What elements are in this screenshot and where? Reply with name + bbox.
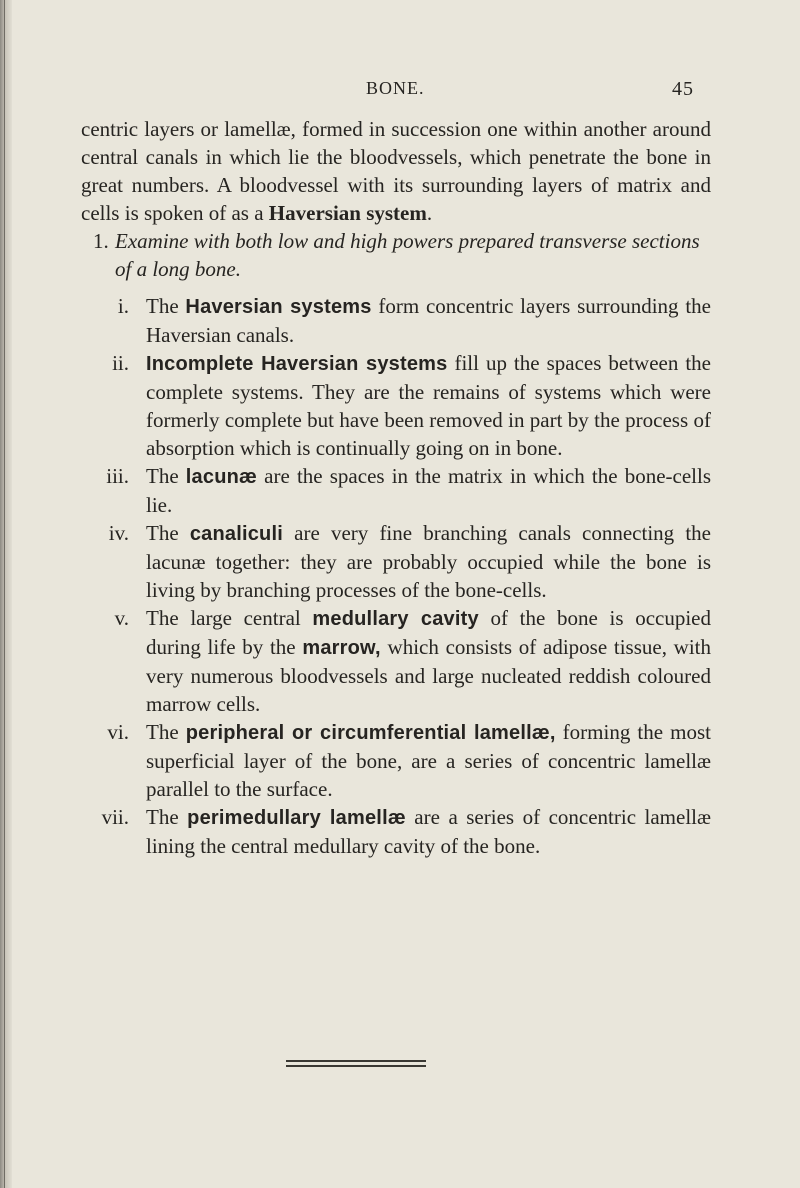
item-term: Incomplete Haversian systems bbox=[146, 353, 448, 375]
page-body bbox=[81, 115, 711, 860]
running-head bbox=[0, 78, 800, 102]
exercise-instruction bbox=[81, 227, 711, 283]
binding-line bbox=[4, 0, 5, 1188]
list-item bbox=[81, 349, 711, 462]
page-binding-edge bbox=[0, 0, 12, 1188]
item-text: forming the most superficial layer of the bone, are a series of concentric lamellæ parallel to the surface. bbox=[146, 720, 711, 801]
item-numeral: vi. bbox=[107, 720, 129, 744]
item-text: The bbox=[146, 805, 188, 829]
item-term: Haversian systems bbox=[185, 296, 372, 318]
end-of-section-rule bbox=[286, 1060, 426, 1070]
item-numeral: vii. bbox=[101, 805, 129, 829]
item-text: fill up the spaces between the complete systems. They are the remains of systems which were formerly complete but have been removed in part by the process of absorption which is continually going on in bone. bbox=[146, 351, 711, 460]
item-text: which consists of adipose tissue, with very numerous bloodvessels and large nucleated reddish coloured marrow cells. bbox=[146, 635, 712, 716]
item-term-secondary: marrow, bbox=[302, 637, 381, 659]
item-text: of the bone is occupied during life by the bbox=[146, 606, 711, 659]
list-item bbox=[81, 292, 711, 349]
exercise-number: 1. bbox=[93, 229, 109, 253]
item-text: are very fine branching canals connecting the lacunæ together: they are probably occupied while the bone is living by branching processes of the bone-cells. bbox=[146, 521, 711, 602]
list-item bbox=[81, 519, 711, 604]
item-term: lacunæ bbox=[185, 466, 258, 488]
running-title: BONE. bbox=[366, 78, 425, 98]
item-list bbox=[81, 292, 711, 860]
list-item bbox=[81, 462, 711, 519]
item-text: are a series of concentric lamellæ lining the central medullary cavity of the bone. bbox=[146, 805, 711, 858]
item-term: medullary cavity bbox=[312, 608, 479, 630]
rule-line bbox=[286, 1060, 426, 1062]
item-text: The bbox=[146, 294, 186, 318]
item-term: peripheral or circumferential lamellæ, bbox=[185, 722, 556, 744]
item-numeral: v. bbox=[114, 606, 129, 630]
lead-paragraph bbox=[81, 115, 711, 227]
item-text: The large central bbox=[146, 606, 313, 630]
rule-line bbox=[286, 1065, 426, 1067]
item-numeral: ii. bbox=[112, 351, 129, 375]
exercise-text: Examine with both low and high powers prepared transverse sections of a long bone. bbox=[115, 229, 700, 281]
item-numeral: iii. bbox=[106, 464, 129, 488]
item-text: form concentric layers surrounding the Haversian canals. bbox=[146, 294, 711, 347]
lead-term: Haversian system bbox=[268, 201, 427, 225]
item-term: perimedullary lamellæ bbox=[187, 807, 406, 829]
lead-end: . bbox=[426, 201, 433, 225]
item-text: The bbox=[146, 521, 190, 545]
lead-text: centric layers or lamellæ, formed in succession one within another around central canals in which lie the bloodvessels, which penetrate the bone in great numbers. A bloodvessel with its surrounding layers of matrix and cells is spoken of as a bbox=[81, 117, 711, 225]
item-numeral: iv. bbox=[108, 521, 129, 545]
list-item bbox=[81, 604, 711, 718]
item-text: The bbox=[146, 464, 186, 488]
item-text: The bbox=[146, 720, 186, 744]
list-item bbox=[81, 803, 711, 860]
item-numeral: i. bbox=[117, 294, 129, 318]
page-number: 45 bbox=[672, 78, 694, 100]
list-item bbox=[81, 718, 711, 803]
item-text: are the spaces in the matrix in which the bone-cells lie. bbox=[146, 464, 711, 517]
item-term: canaliculi bbox=[189, 523, 283, 545]
